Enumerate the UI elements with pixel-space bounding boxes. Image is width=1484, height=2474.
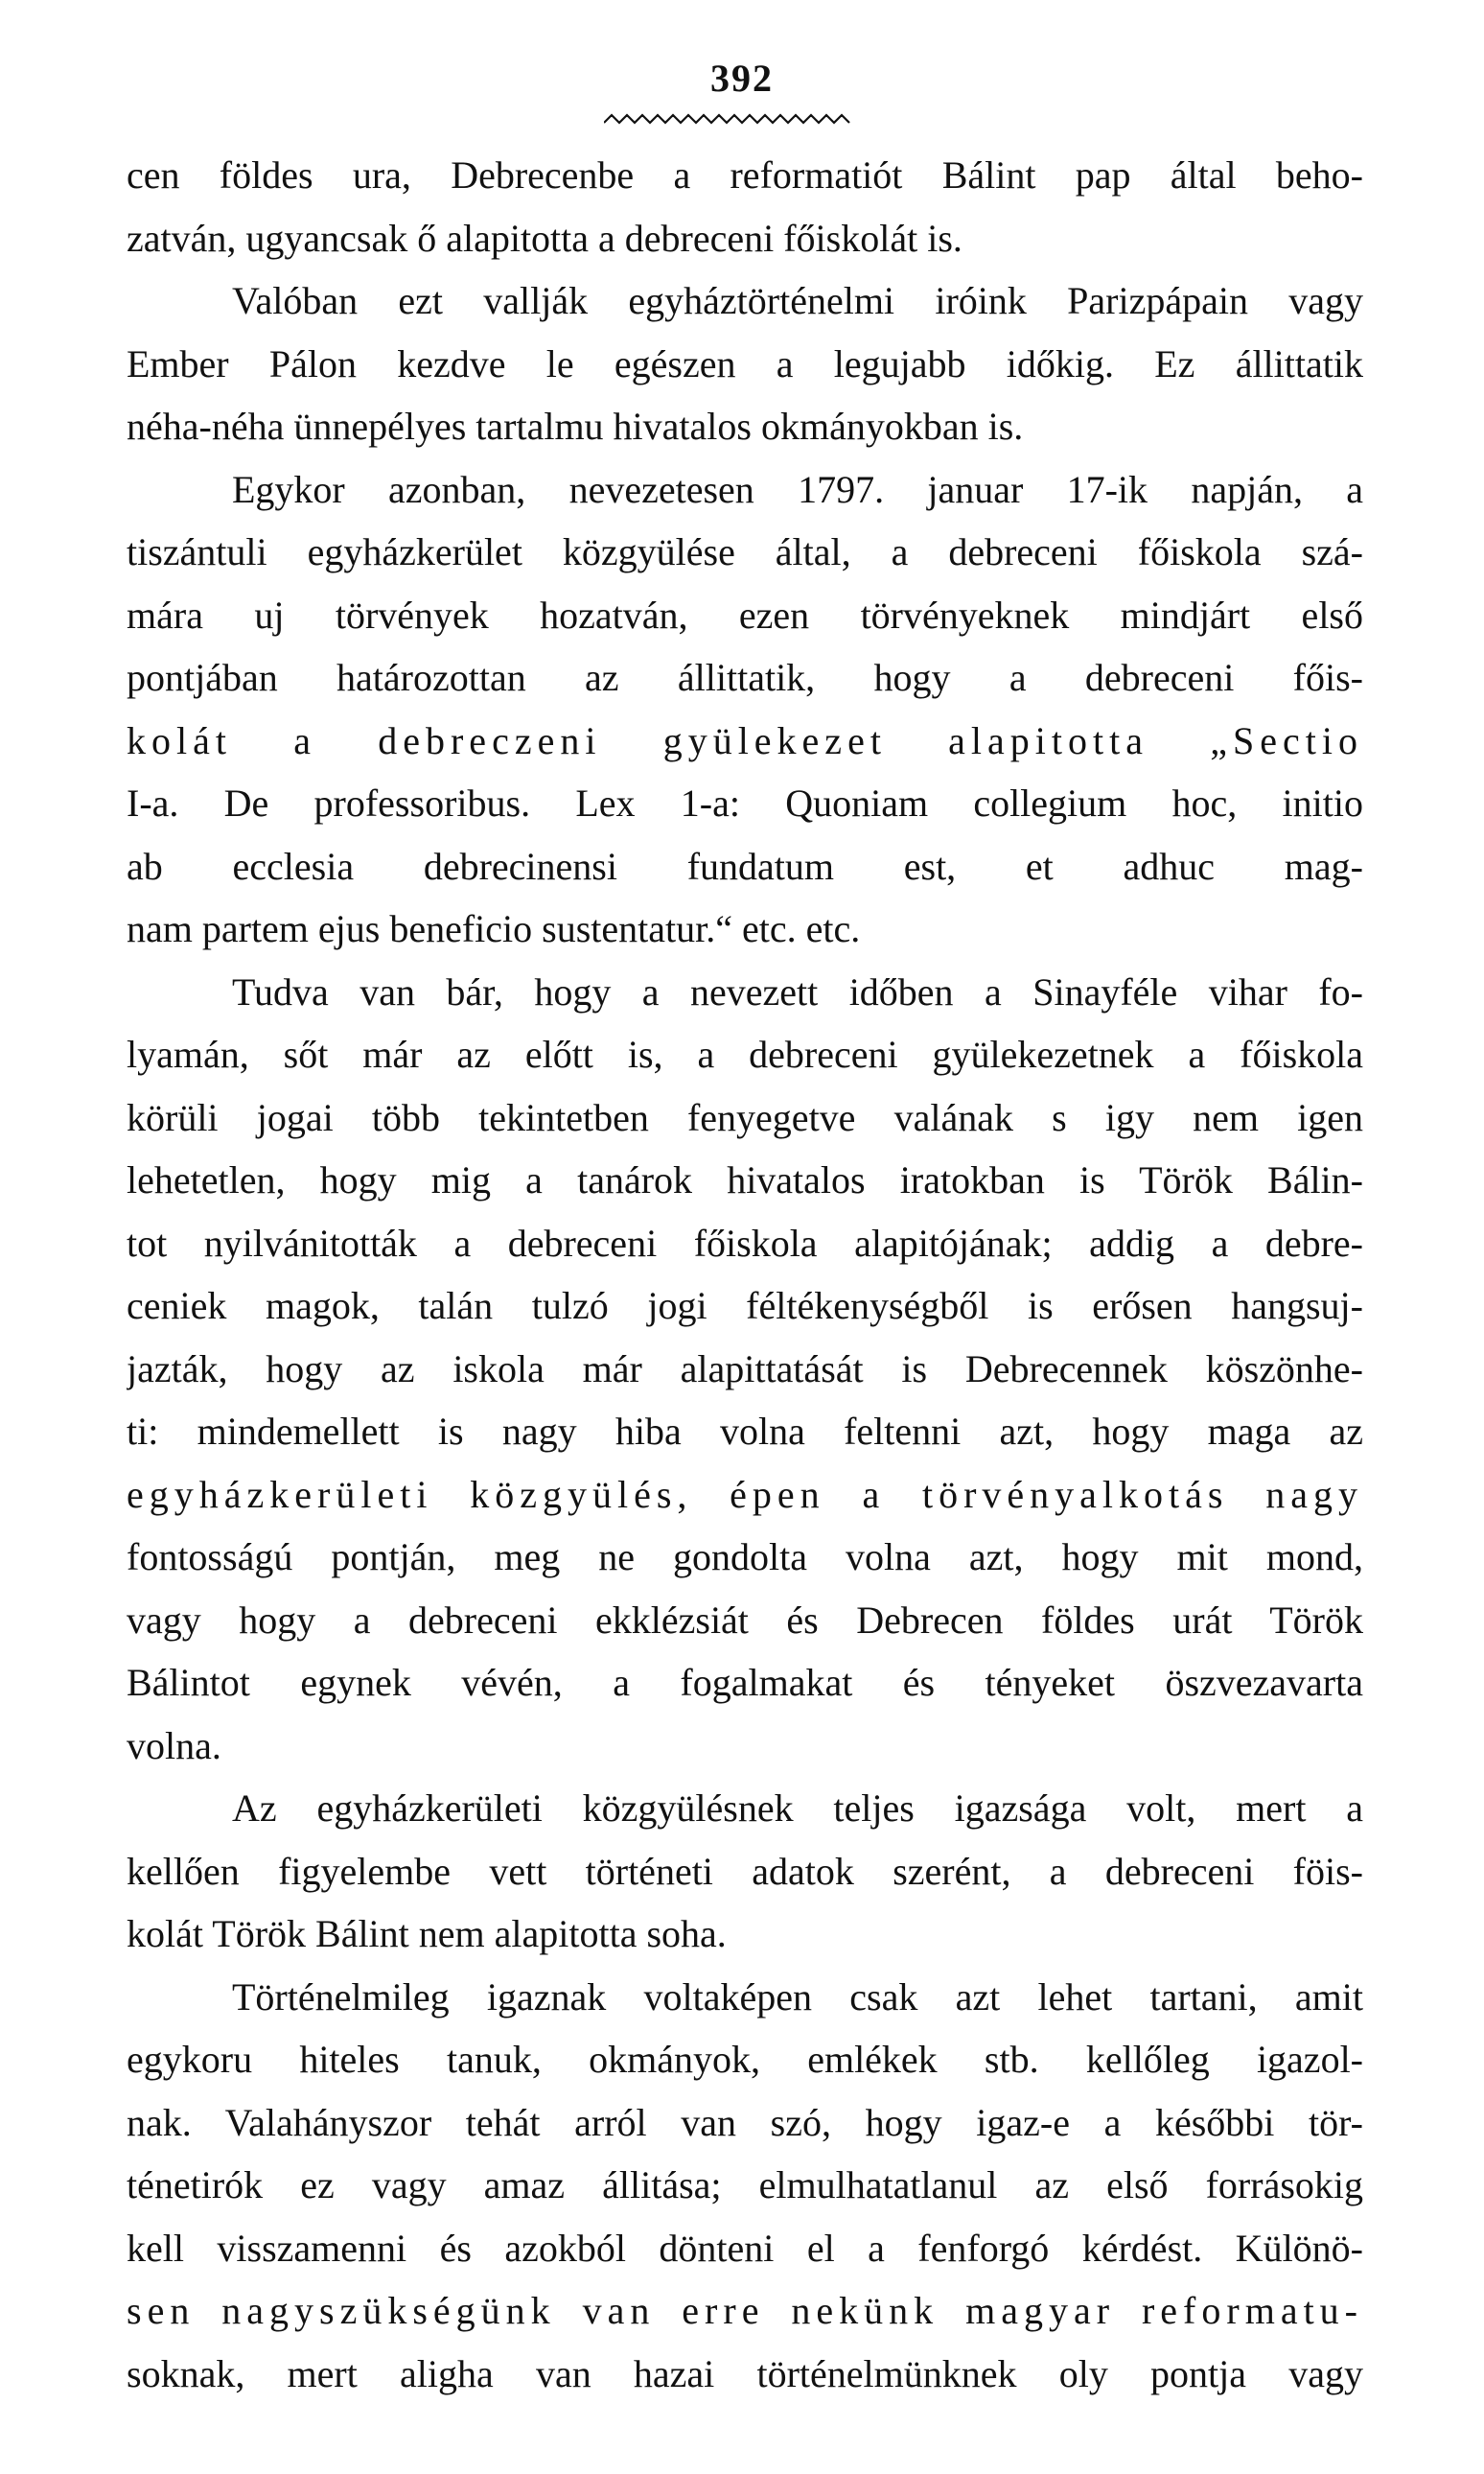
body-text bbox=[127, 144, 1363, 2405]
text-line: I-a. De professoribus. Lex 1-a: Quoniam collegium hoc, initio bbox=[127, 782, 1363, 825]
text-line: ti: mindemellett is nagy hiba volna feltenni azt, hogy maga az bbox=[127, 1410, 1363, 1453]
text-line: soknak, mert aligha van hazai történelmünknek oly pontja vagy bbox=[127, 2351, 1363, 2395]
text-line: jazták, hogy az iskola már alapittatását is Debrecennek köszönhe- bbox=[127, 1346, 1363, 1390]
text-line: Bálintot egynek vévén, a fogalmakat és tényeket öszvezavarta bbox=[127, 1661, 1363, 1704]
text-line: zatván, ugyancsak ő alapitotta a debreceni főiskolát is. bbox=[127, 216, 962, 260]
page-number: 392 bbox=[710, 57, 774, 100]
text-line: nam partem ejus beneficio sustentatur.“ etc. etc. bbox=[127, 907, 861, 950]
text-line: Valóban ezt vallják egyháztörténelmi iróink Parizpápain vagy bbox=[232, 279, 1363, 322]
text-line: Egykor azonban, nevezetesen 1797. januar 17-ik napján, a bbox=[232, 467, 1363, 511]
text-line: lyamán, sőt már az előtt is, a debreceni gyülekezetnek a főiskola bbox=[127, 1033, 1363, 1076]
text-line: tot nyilvánitották a debreceni főiskola alapitójának; addig a debre- bbox=[127, 1221, 1363, 1265]
text-line: körüli jogai több tekintetben fenyegetve valának s igy nem igen bbox=[127, 1095, 1363, 1139]
text-line: Történelmileg igaznak voltaképen csak azt lehet tartani, amit bbox=[232, 1974, 1363, 2019]
text-line: Tudva van bár, hogy a nevezett időben a Sinayféle vihar fo- bbox=[232, 969, 1363, 1014]
text-line: ab ecclesia debrecinensi fundatum est, et adhuc mag- bbox=[127, 844, 1363, 888]
text-line: kell visszamenni és azokból dönteni el a fenforgó kérdést. Különö- bbox=[127, 2226, 1363, 2270]
wavy-rule-ornament bbox=[604, 111, 853, 127]
text-line: egyházkerületi közgyülés, épen a törvényalkotás nagy bbox=[127, 1472, 1363, 1516]
text-line: tiszántuli egyházkerület közgyülése által, a debreceni főiskola szá- bbox=[127, 530, 1363, 573]
text-line: cen földes ura, Debrecenbe a reformatiót Bálint pap által beho- bbox=[127, 153, 1363, 197]
text-line: volna. bbox=[127, 1723, 221, 1767]
text-line: mára uj törvények hozatván, ezen törvényeknek mindjárt első bbox=[127, 593, 1363, 637]
text-line: ténetirók ez vagy amaz állitása; elmulhatatlanul az első forrásokig bbox=[127, 2163, 1363, 2206]
text-line: néha-néha ünnepélyes tartalmu hivatalos okmányokban is. bbox=[127, 405, 1024, 448]
text-line: Az egyházkerületi közgyülésnek teljes igazsága volt, mert a bbox=[232, 1786, 1363, 1830]
text-line: fontosságú pontján, meg ne gondolta volna azt, hogy mit mond, bbox=[127, 1535, 1363, 1578]
text-line: kolát a debreczeni gyülekezet alapitotta „Sectio bbox=[127, 718, 1363, 762]
text-line: lehetetlen, hogy mig a tanárok hivatalos iratokban is Török Bálin- bbox=[127, 1158, 1363, 1202]
text-line: egykoru hiteles tanuk, okmányok, emlékek stb. kellőleg igazol- bbox=[127, 2038, 1363, 2081]
text-line: Ember Pálon kezdve le egészen a legujabb időkig. Ez állittatik bbox=[127, 341, 1363, 385]
text-line: sen nagyszükségünk van erre nekünk magyar reformatu- bbox=[127, 2289, 1363, 2332]
text-line: kellően figyelembe vett történeti adatok szerént, a debreceni föis- bbox=[127, 1849, 1363, 1893]
text-line: pontjában határozottan az állittatik, hogy a debreceni főis- bbox=[127, 656, 1363, 699]
text-line: vagy hogy a debreceni ekklézsiát és Debrecen földes urát Török bbox=[127, 1598, 1363, 1642]
text-line: nak. Valahányszor tehát arról van szó, hogy igaz-e a későbbi tör- bbox=[127, 2100, 1363, 2144]
text-line: kolát Török Bálint nem alapitotta soha. bbox=[127, 1912, 727, 1955]
text-line: ceniek magok, talán tulzó jogi féltékenységből is erősen hangsuj- bbox=[127, 1284, 1363, 1327]
